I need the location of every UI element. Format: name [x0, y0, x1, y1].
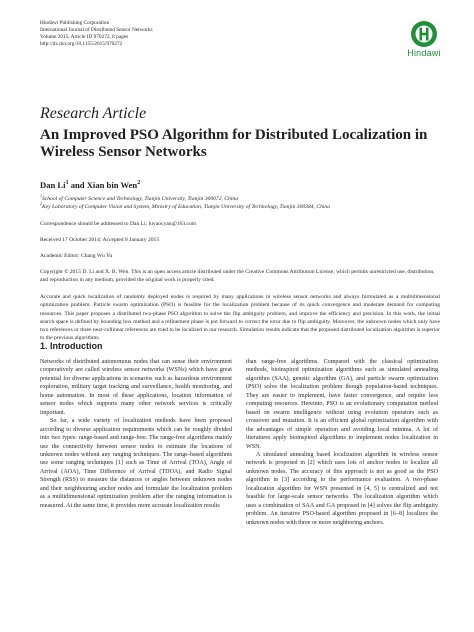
hindawi-logo: [400, 20, 448, 58]
article-type: Research Article: [40, 105, 147, 122]
correspondence: Correspondence should be addressed to Dan Li; luyaocyan@163.com: [40, 221, 197, 227]
affiliation-2-sup: 2: [40, 202, 42, 207]
journal-info: [40, 20, 153, 48]
left-column: [40, 358, 232, 510]
paragraph: A simulated annealing based localization algorithm in wireless sensor network is proposed in [2] which uses lots of anchor nodes to localize all unknown nodes. The accuracy of this approach is not as good as the PSO algorithm in [3] according to the performance evaluation. A two-phase localization algorithm for WSN presented in [4, 5] is centralized and not feasible for large-scale sensor networks. The localization algorithm which uses a combination of SAA and GA proposed in [4] solves the flip ambiguity problem. An iterative PSO-based algorithm proposed in [6–8] localizes the unknown nodes with three or more neighboring anchors.: [246, 451, 438, 526]
academic-editor: Academic Editor: Chang Wu Yu: [40, 253, 113, 259]
author-2-sup: 2: [137, 180, 141, 187]
paragraph: than range-free algorithms. Compared with the classical optimization methods, bioinspired optimization algorithms such as simulated annealing algorithm (SAA), genetic algorithm (GA), and particle swarm optimization (PSO) solve the localization problem though population-based techniques. They are easier to implement, have faster convergence, and require less computing resources. Hereinto, PSO is an evolutionary computation method based on swarm intelligence without using evolution operators such as crossover and mutation. It is an efficient global optimization algorithm with the advantages of simple operation and avoiding local minima. A lot of literatures apply bioinspired algorithms to implement nodes localization in WSN.: [246, 359, 438, 450]
received-dates: Received 17 October 2014; Accepted 8 January 2015: [40, 237, 160, 243]
hindawi-logo-text: Hindawi: [407, 48, 441, 58]
doi-link[interactable]: http://dx.doi.org/10.1155/2015/970272: [40, 41, 123, 47]
paper-title: [40, 127, 440, 161]
hindawi-logo-icon: [410, 20, 438, 48]
paragraph: So far, a wide variety of localization methods have been proposed according to diverse application requirements which can be roughly divided into two types: range-based and range-free. The range-free algorithms mainly use the connectivity between sensor nodes to estimate the locations of unknown nodes without any ranging techniques. The range-based algorithms use some ranging techniques [1] such as Time of Arrival (TOA), Angle of Arrival (AOA), Time Difference of Arrival (TDOA), and Radio Signal Strength (RSS) to measure the distances or angles between unknown nodes and their neighbouring anchor nodes and formulate the localization problem as a multidimensional optimization problem after the ranging information is measured. At the same time, it provides more accurate localization results: [40, 418, 232, 509]
paragraph: Networks of distributed autonomous nodes that can sense their environment cooperatively are called wireless sensor networks (WSNs) which have great potential for diverse applications in scenarios such as hazardous environment exploration, military target tracking and surveillance, health monitoring, and home automation. In most of these applications, location information of sensor nodes which supports many other network services is critically important.: [40, 359, 232, 416]
publisher: Hindawi Publishing Corporation: [40, 20, 110, 26]
volume: Volume 2015, Article ID 970272, 8 pages: [40, 34, 129, 40]
affiliations: [40, 195, 330, 211]
affiliation-1: [40, 195, 330, 203]
section-heading-introduction: 1. Introduction: [40, 341, 103, 351]
author-1: Dan Li: [40, 180, 66, 190]
title-line-2: Wireless Sensor Networks: [40, 144, 207, 160]
journal-name: International Journal of Distributed Sensor Networks: [40, 27, 153, 33]
title-line-1: An Improved PSO Algorithm for Distributed Localization in: [40, 127, 428, 143]
copyright-notice: Copyright © 2015 D. Li and X. B. Wen. This is an open access article distributed under the Creative Commons Attribution License, which permits unrestricted use, distribution, and reproduction in any medium, provided the original work is properly cited.: [40, 269, 435, 283]
affiliation-1-text: School of Computer Science and Technology, Tianjin University, Tianjin 300072, China: [41, 196, 238, 202]
author-1-sup: 1: [65, 180, 69, 187]
right-column: [246, 358, 438, 527]
affiliation-2-text: Key Laboratory of Computer Vision and System, Ministry of Education, Tianjin University of Technology, Tianjin 300384, China: [41, 204, 331, 210]
abstract: Accurate and quick localization of randomly deployed nodes is required by many applications in wireless sensor networks and always formulated as a multidimensional optimization problem. Particle swarm optimization (PSO) is feasible for the localization problem because of its quick convergence and moderate demand for computing resources. This paper proposes a distributed two-phase PSO algorithm to solve the flip ambiguity problem, and improve the efficiency and precision. In this work, the initial search space is defined by bounding box method and a refinement phase is put forward to correct the error due to flip ambiguity. Moreover, the unknown nodes which only have two references or three near-collinear references are tried to be localized in our research. Simulation results indicate that the proposed distributed localization algorithm is superior to the previous algorithms.: [40, 294, 440, 342]
affiliation-1-sup: 1: [40, 194, 42, 199]
authors: [40, 180, 140, 190]
author-2: and Xian bin Wen: [68, 180, 138, 190]
affiliation-2: [40, 203, 330, 211]
